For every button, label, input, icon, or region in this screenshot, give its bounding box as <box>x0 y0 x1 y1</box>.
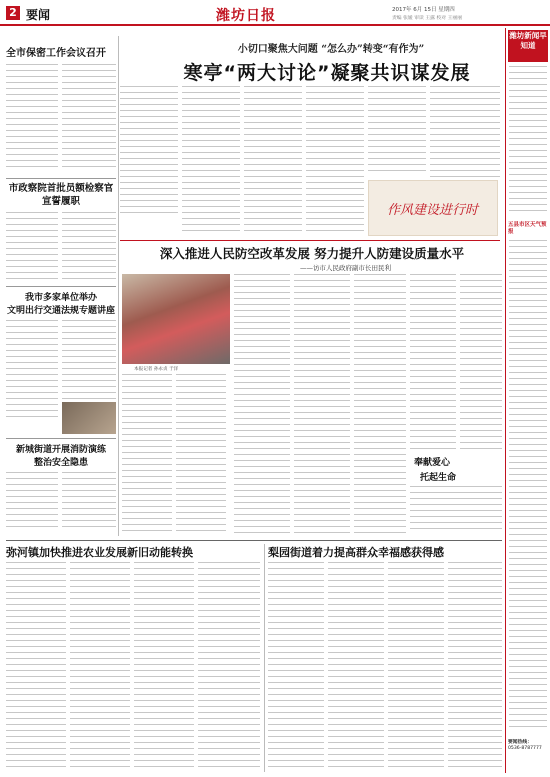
bottom-section-divider <box>6 540 502 541</box>
left-body-2a <box>6 212 58 280</box>
top-story-body-col1 <box>120 86 178 218</box>
left-headline-2: 市政察院首批员额检察官宣誓履职 <box>8 183 114 207</box>
top-story-body-col6 <box>430 86 500 182</box>
right-rail-banner: 潍坊新闻早知道 <box>508 30 548 62</box>
hotline-label: 要闻热线： <box>508 740 532 745</box>
bottom-left-col2 <box>70 562 130 770</box>
bottom-right-col4 <box>448 562 502 770</box>
weather-title: 五县市区天气预报 <box>508 222 547 235</box>
main-body-col5 <box>354 274 406 534</box>
side-story-headline-1: 奉献爱心 <box>414 458 451 468</box>
hotline-number: 0536-8787777 <box>508 746 542 751</box>
main-body-col3 <box>234 274 290 534</box>
weather-body <box>509 240 547 730</box>
left-headline-3b: 文明出行交通法规专题讲座 <box>6 306 115 316</box>
side-story-body <box>410 486 502 534</box>
left-divider-2 <box>6 286 116 287</box>
page-number-badge: 2 <box>6 6 20 20</box>
main-story-headline: 深入推进人民防空改革发展 努力提升人防建设质量水平 <box>159 246 465 261</box>
left-headline-1: 全市保密工作会议召开 <box>6 48 106 59</box>
top-story-body-col5 <box>368 86 426 174</box>
bottom-left-col3 <box>134 562 194 770</box>
top-story-headline: 寒亭“两大讨论”凝聚共识谋发展 <box>183 62 471 84</box>
editors-line: 责编 张媛 审读 王露 校对 王丽丽 <box>392 16 462 21</box>
left-headline-4a: 新城街道开展消防演练 <box>15 445 106 455</box>
bottom-right-headline: 梨园街道着力提高群众幸福感获得感 <box>268 546 444 559</box>
bottom-right-col3 <box>388 562 444 770</box>
left-headline-3a: 我市多家单位举办 <box>24 293 97 303</box>
bottom-col-rule <box>264 544 265 772</box>
bottom-left-headline: 弥河镇加快推进农业发展新旧动能转换 <box>6 546 193 559</box>
top-story-divider <box>120 240 500 241</box>
calligraphy-text: 作风建设进行时 <box>387 203 479 218</box>
main-body-col7 <box>460 274 502 454</box>
main-body-col6 <box>410 274 456 454</box>
bottom-right-col1 <box>268 562 324 770</box>
left-body-4b <box>62 472 116 532</box>
top-story-kicker: 小切口聚焦大问题 “怎么办”转变“有作为” <box>237 44 425 55</box>
top-story-body-col3 <box>244 86 302 236</box>
left-col-rule <box>118 36 119 536</box>
left-body-3a <box>6 320 58 420</box>
main-body-col4 <box>294 274 350 534</box>
left-divider-1 <box>6 178 116 179</box>
top-story-body-col4 <box>306 86 364 236</box>
bottom-left-col1 <box>6 562 66 770</box>
paper-logo: 潍坊日报 <box>216 8 276 24</box>
right-rail-news-body <box>509 66 547 216</box>
section-label: 要闻 <box>26 8 51 22</box>
bottom-right-col2 <box>328 562 384 770</box>
left-headline-4b: 整治安全隐患 <box>33 458 88 468</box>
main-story-subhead: ——访市人民政府副市长田民利 <box>300 264 391 272</box>
left-body-1a <box>6 64 58 172</box>
main-body-col1 <box>122 374 172 534</box>
left-divider-3 <box>6 438 116 439</box>
left-body-4a <box>6 472 58 532</box>
right-rail-rule <box>505 28 506 773</box>
left-body-1b <box>62 64 116 172</box>
bottom-left-col4 <box>198 562 260 770</box>
left-photo-small <box>62 402 116 434</box>
calligraphy-banner-image <box>368 180 498 236</box>
main-story-photo <box>122 274 230 364</box>
top-story-body-col2 <box>182 86 240 236</box>
main-body-col2 <box>176 374 226 534</box>
left-body-3b <box>62 320 116 400</box>
main-story-byline: 本报记者 孙永贞 于洋 <box>134 367 179 372</box>
issue-date: 2017年 6月 15日 星期四 <box>392 7 455 13</box>
side-story-headline-2: 托起生命 <box>420 473 457 483</box>
masthead <box>0 0 550 26</box>
left-body-2b <box>62 212 116 280</box>
